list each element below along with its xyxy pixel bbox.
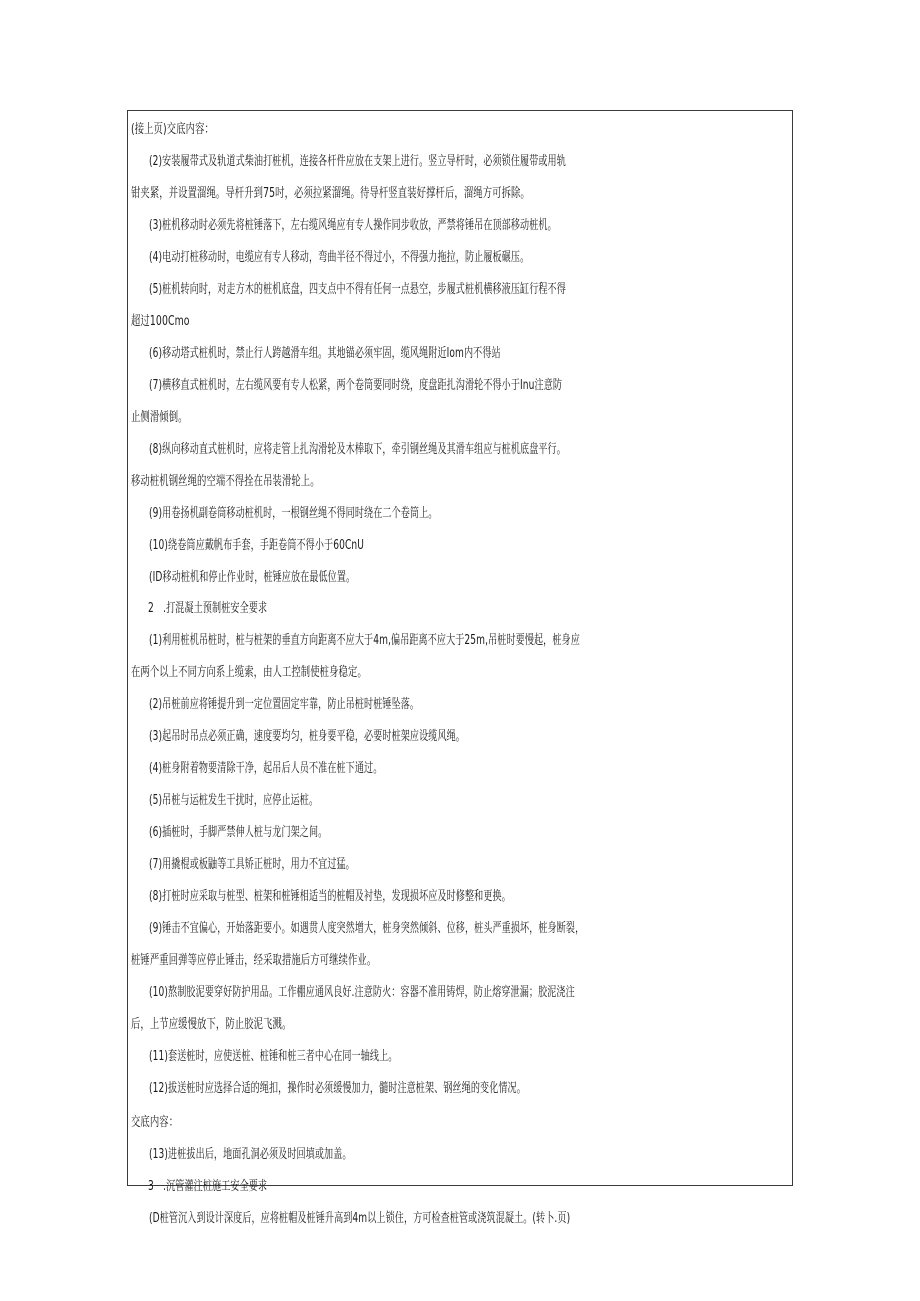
paragraph-line: (2)吊桩前应将锤提升到一定位置固定牢靠，防止吊桩时桩锤坠落。 — [149, 697, 420, 712]
paragraph-line: (8)打桩时应采取与桩型、桩架和桩锤相适当的桩帽及衬垫，发现损坏应及时修整和更换。 — [149, 889, 511, 904]
paragraph-line: 在两个以上不同方向系上缆索，由人工控制使桩身稳定。 — [131, 665, 367, 680]
paragraph-line: 超过100Cmo — [131, 314, 190, 329]
paragraph-line: (12)拔送桩时应选择合适的绳扣，操作时必须缓慢加力，髓时注意桩架、钢丝绳的变化情况。 — [149, 1081, 526, 1096]
paragraph-line: (4)电动打桩移动时，电缆应有专人移动，弯曲半径不得过小，不得强力拖拉，防止履板碾压。 — [149, 250, 530, 265]
paragraph-line: 移动桩机钢丝绳的空端不得拴在吊装滑轮上。 — [131, 474, 320, 489]
paragraph-line: (11)套送桩时，应使送桩、桩锤和桩三者中心在同一轴线上。 — [149, 1049, 398, 1064]
paragraph-line: (6)插桩时，手脚严禁伸人桩与龙门架之间。 — [149, 825, 328, 840]
content-label: 交底内容： — [131, 1115, 179, 1130]
paragraph-line: (10)熬制胶泥要穿好防护用品。工作棚应通风良好.注意防火：容器不准用铸焊，防止熔穿泄漏；胶泥浇注 — [149, 985, 575, 1000]
section-heading: 2 .打混凝土预制桩安全要求 — [148, 601, 268, 616]
paragraph-line: (6)移动塔式桩机时，禁止行人跨越滑车组。其地锚必须牢固，缆风绳附近Iom内不得站 — [149, 346, 501, 361]
paragraph-line: (D桩管沉入到设计深度后，应将桩帽及桩锤升高到4m以上锁住，方可检查桩管或浇筑混凝土。(转卜.页) — [149, 1211, 571, 1226]
paragraph-line: (9)锤击不宜偏心，开始落距要小。如遇贯人度突然增大，桩身突然倾斜、位移，桩头严重损坏，桩身断裂， — [149, 921, 585, 936]
continued-header: (接上页)交底内容： — [131, 122, 214, 137]
paragraph-line: (1)利用桩机吊桩时，桩与桩架的垂直方向距离不应大于4m,偏吊距离不应大于25m,吊桩时要慢起，桩身应 — [149, 633, 580, 648]
paragraph-line: (ID移动桩机和停止作业时，桩锤应放在最低位置。 — [149, 570, 356, 585]
paragraph-line: (5)吊桩与运桩发生干扰时，应停止运桩。 — [149, 793, 319, 808]
paragraph-line: (10)绕卷筒应戴帆布手套，手距卷筒不得小于60CnU — [149, 538, 364, 553]
paragraph-line: (9)用卷扬机副卷筒移动桩机时，一根钢丝绳不得同时绕在二个卷筒上。 — [149, 506, 438, 521]
section-heading: 3 .沉管灌注桩施工安全要求 — [148, 1179, 268, 1194]
paragraph-line: (7)横移直式桩机时，左右缆风要有专人松紧，两个卷筒要同时绕，度盘距扎沟滑轮不得小于Inu注意防 — [149, 378, 563, 393]
paragraph-line: (8)纵向移动直式桩机时，应将走管上扎沟滑轮及木棒取下，牵引钢丝绳及其滑车组应与桩机底盘平行。 — [149, 442, 566, 457]
paragraph-line: 钳夹紧，并设置溜绳。导杆升到75吋，必须拉紧溜绳。待导杆竖直装好撑杆后，溜绳方可拆除。 — [131, 186, 530, 201]
paragraph-line: (4)桩身附着物要清除干净，起吊后人员不准在桩下通过。 — [149, 761, 383, 776]
paragraph-line: 桩锤严重回弹等应停止锤击，经采取措施后方可继续作业。 — [131, 953, 377, 968]
paragraph-line: 后，上节应缓慢放下，防止胶泥飞溅。 — [131, 1017, 292, 1032]
paragraph-line: (7)用撬棍或板鼬等工具矫正桩时，用力不宜过猛。 — [149, 857, 355, 872]
paragraph-line: (3)桩机移动时必须先将桩锤落下，左右缆风绳应有专人操作同步收放，严禁将锤吊在顶部移动桩机。 — [149, 218, 557, 233]
paragraph-line: (5)桩机转向时，对走方木的桩机底盘，四支点中不得有任何一点悬空，步履式桩机横移液压缸行程不得 — [149, 282, 566, 297]
paragraph-line: 止侧滑倾倒。 — [131, 410, 188, 425]
paragraph-line: (13)进桩拔出后，地面孔洞必须及时回填或加盖。 — [149, 1147, 352, 1162]
paragraph-line: (3)起吊时吊点必须正确，速度要均匀，桩身要平稳，必要时桩架应设缆风绳。 — [149, 729, 465, 744]
paragraph-line: (2)安装履带式及轨道式柴油打桩机，连接各杆件应放在支架上进行。竖立导杆时，必须锁住履带或用轨 — [149, 154, 566, 169]
